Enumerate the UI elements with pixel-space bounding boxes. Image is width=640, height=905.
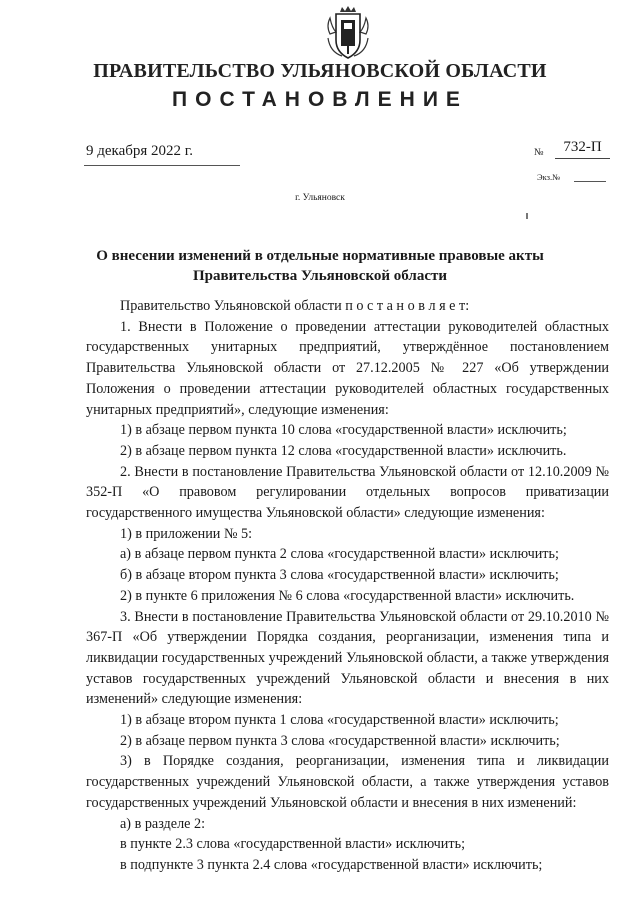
copy-number-line: [574, 181, 606, 182]
paragraph: в пункте 2.3 слова «государственной власти» исключить;: [120, 836, 466, 853]
copy-number-label: Экз.№: [537, 172, 561, 182]
paragraph: 1) в абзаце первом пункта 10 слова «государственной власти» исключить;: [120, 422, 567, 439]
city-name: г. Ульяновск: [295, 193, 345, 203]
paragraph: 3. Внести в постановление Правительства Ульяновской области от 29.10.2010 № 367-П «Об утверждении Порядка создания, реорганизации, изменения типа и ликвидации государственных учреждений Ульяновской области, а также утверждения уставов государственных учреждений Ульяновской области и внесения в них изменений» следующие изменения:: [86, 608, 609, 708]
paragraph: Правительство Ульяновской области п о с т а н о в л я е т:: [120, 298, 470, 314]
paragraph: 1) в приложении № 5:: [120, 525, 253, 542]
document-title: [60, 246, 580, 286]
document-number: 732-П: [555, 139, 610, 159]
paragraph: 1. Внести в Положение о проведении аттестации руководителей областных государственных унитарных предприятий, утверждённое постановлением Правительства Ульяновской области от 27.12.2005 № 227 «Об утверждении Положения о проведении аттестации руководителей областных государственных унитарных предприятий», следующие изменения:: [86, 318, 609, 418]
document-title-line-1: О внесении изменений в отдельные нормативные правовые акты: [96, 248, 544, 264]
document-date: 9 декабря 2022 г.: [86, 143, 193, 159]
document-title-line-2: Правительства Ульяновской области: [192, 268, 448, 284]
paragraph: 1) в абзаце втором пункта 1 слова «государственной власти» исключить;: [120, 712, 559, 729]
paragraph: б) в абзаце втором пункта 3 слова «государственной власти» исключить;: [120, 567, 559, 584]
coat-of-arms-emblem: [322, 4, 374, 62]
margin-mark: [526, 213, 528, 219]
date-underline: [84, 165, 240, 166]
paragraph: 3) в Порядке создания, реорганизации, изменения типа и ликвидации государственных учреждений Ульяновской области, а также утверждения уставов государственных учреждений Ульяновской области и внесения в них изменений:: [86, 753, 609, 811]
government-name: ПРАВИТЕЛЬСТВО УЛЬЯНОВСКОЙ ОБЛАСТИ: [93, 60, 547, 82]
document-type: ПОСТАНОВЛЕНИЕ: [172, 88, 468, 111]
paragraph: а) в абзаце первом пункта 2 слова «государственной власти» исключить;: [120, 546, 559, 563]
paragraph: 2) в абзаце первом пункта 12 слова «государственной власти» исключить.: [120, 442, 567, 459]
paragraph: 2. Внести в постановление Правительства Ульяновской области от 12.10.2009 № 352-П «О правовом регулировании отдельных вопросов приватизации государственного имущества Ульяновской области» следующие изменения:: [86, 463, 609, 522]
document-body: [86, 296, 609, 876]
number-sign: №: [534, 147, 544, 158]
paragraph: в подпункте 3 пункта 2.4 слова «государственной власти» исключить;: [120, 856, 543, 873]
paragraph: а) в разделе 2:: [120, 815, 206, 832]
paragraph: 2) в пункте 6 приложения № 6 слова «государственной власти» исключить.: [120, 587, 575, 604]
paragraph: 2) в абзаце первом пункта 3 слова «государственной власти» исключить;: [120, 732, 560, 749]
